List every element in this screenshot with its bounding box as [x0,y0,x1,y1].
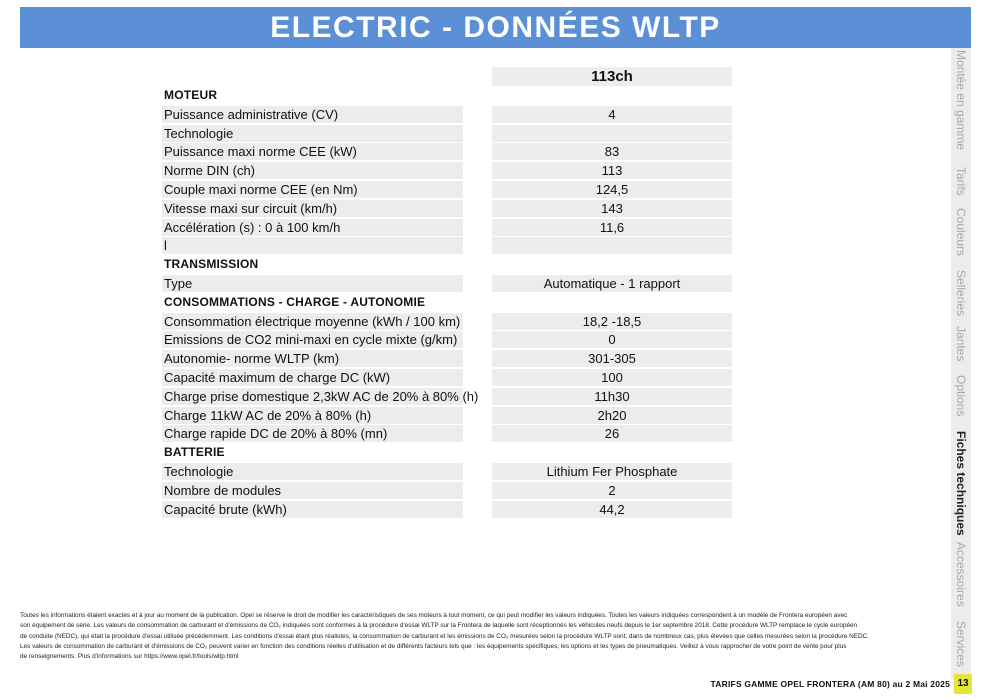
spec-label: Charge rapide DC de 20% à 80% (mn) [162,425,463,442]
sidebar-nav-item[interactable]: Fiches techniques [954,431,968,536]
disclaimer-line: de renseignements. Plus d'informations sur https://www.opel.fr/tools/wltp.html [20,653,239,661]
disclaimer-line: Les valeurs de consommation de carburant et d'émissions de CO₂ peuvent varier en fonction des conditions réelles d'utilisation et de différents facteurs tels que : les équipements spécifiques, les options et les types de pneumatiques. Veillez à vous rapprocher de votre point de vente pour plus [20,642,847,650]
spec-label: Vitesse maxi sur circuit (km/h) [162,200,463,217]
section-sidebar [951,48,971,680]
spec-value: 18,2 -18,5 [492,313,732,330]
spec-value: 100 [492,369,732,386]
spec-label: Autonomie- norme WLTP (km) [162,350,463,367]
disclaimer-line: de conduite (NEDC), qui était la procédure d'essai utilisée précédemment. Les conditions d'essai étant plus réalistes, la consommation de carburant et les émissions de CO₂ mesurées selon la procédure WLTP sont, dans de nombreux cas, plus élevées que celles mesurées selon la procédure NEDC. [20,632,870,640]
sidebar-nav-item[interactable]: Options [954,375,968,417]
spec-label: Technologie [162,125,463,142]
sidebar-nav-item[interactable]: Jantes [954,326,968,362]
spec-label: Charge prise domestique 2,3kW AC de 20% à 80% (h) [164,388,479,404]
spec-label: Technologie [162,463,463,480]
footer-title: TARIFS GAMME OPEL FRONTERA (AM 80) au 2 Mai 2025 [710,679,950,689]
spec-value: 11,6 [492,219,732,236]
spec-value: 2 [492,482,732,499]
spec-value [492,125,732,142]
section-heading: BATTERIE [164,445,225,460]
sidebar-nav-item[interactable]: Montée en gamme [954,50,968,151]
spec-value: 26 [492,425,732,442]
disclaimer-line: Toutes les informations étaient exactes et à jour au moment de la publication. Opel se réserve le droit de modifier les caractéristiques de ses moteurs à tout moment, ce qui peut modifier les valeurs indiquées. Toutes les valeurs indiquées correspondent à un modèle de Frontera européen avec [20,612,848,619]
sidebar-nav-item[interactable]: Selleries [954,270,968,317]
spec-value: 4 [492,106,732,123]
sidebar-nav-item[interactable]: Couleurs [954,208,968,257]
spec-label: Nombre de modules [162,482,463,499]
spec-value: Lithium Fer Phosphate [492,463,732,480]
spec-label: Norme DIN (ch) [162,162,463,179]
spec-value [492,237,732,254]
sidebar-nav-item[interactable]: Tarifs [954,167,968,196]
spec-label: Consommation électrique moyenne (kWh / 100 km) [162,313,463,330]
spec-label: Couple maxi norme CEE (en Nm) [162,181,463,198]
spec-value: 301-305 [492,350,732,367]
spec-value: 11h30 [492,388,732,405]
spec-label: Emissions de CO2 mini-maxi en cycle mixte (g/km) [162,331,463,348]
spec-label: Capacité maximum de charge DC (kW) [162,369,463,386]
spec-value: 0 [492,331,732,348]
page-number: 13 [954,674,972,694]
section-heading: CONSOMMATIONS - CHARGE - AUTONOMIE [164,294,426,309]
spec-value: 124,5 [492,181,732,198]
sidebar-nav-item[interactable]: Accessoires [954,542,968,607]
sidebar-nav-item[interactable]: Services [954,621,968,668]
spec-value: 2h20 [492,407,732,424]
spec-label: Puissance administrative (CV) [162,106,463,123]
spec-label: Charge 11kW AC de 20% à 80% (h) [162,407,463,424]
spec-label: Capacité brute (kWh) [162,501,463,518]
section-heading: TRANSMISSION [164,257,259,272]
spec-value: 143 [492,200,732,217]
page-title-banner: ELECTRIC - DONNÉES WLTP [20,7,971,48]
section-heading: MOTEUR [164,88,218,102]
spec-value: 44,2 [492,501,732,518]
spec-value: Automatique - 1 rapport [492,275,732,292]
legal-disclaimer [20,611,935,662]
spec-label: Puissance maxi norme CEE (kW) [162,143,463,160]
spec-value: 113 [492,162,732,179]
disclaimer-line: son équipement de série. Les valeurs de consommation de carburant et d'émissions de CO₂ indiquées sont conformes à la procédure d'essai WLTP sur la Frontera de laquelle sont réceptionnés les véhicules neufs depuis le 1er septembre 2018. Cette procédure WLTP remplace le cycle européen [20,622,858,630]
spec-value: 83 [492,143,732,160]
column-header-113ch: 113ch [492,67,732,86]
spec-label: Type [162,275,463,292]
spec-label: Accélération (s) : 0 à 100 km/h [162,219,463,236]
spec-label: l [162,237,463,254]
